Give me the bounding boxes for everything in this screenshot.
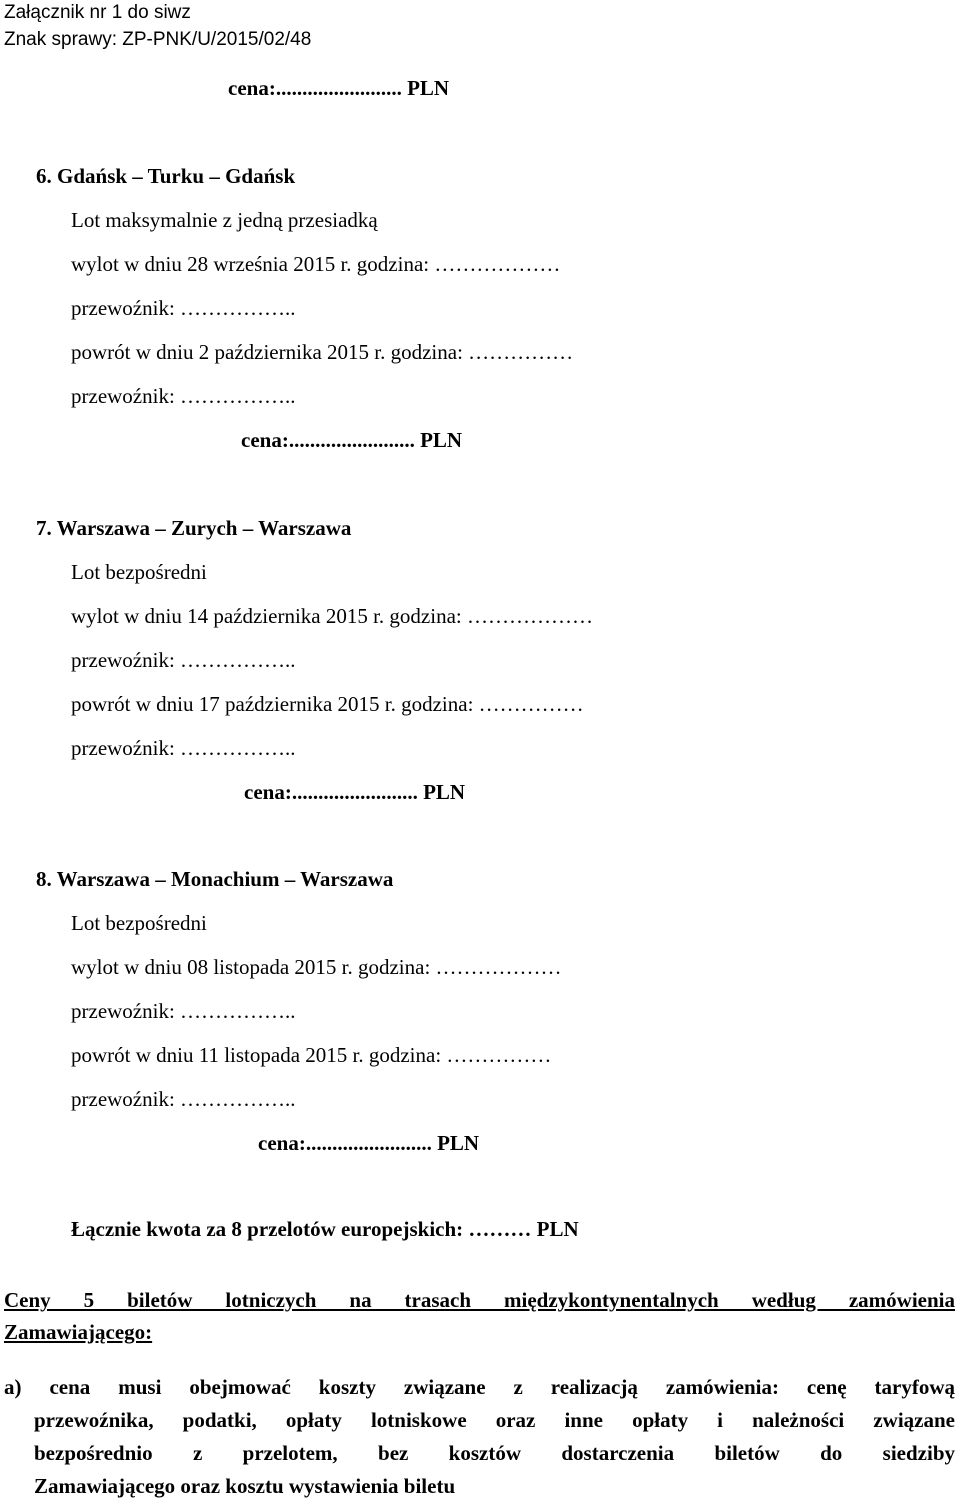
carrier-line: przewoźnik: …………….. xyxy=(71,1087,296,1111)
note-line: przewoźnika, podatki, opłaty lotniskowe oraz inne opłaty i należności związane xyxy=(34,1408,955,1432)
carrier-line: przewoźnik: …………….. xyxy=(71,999,296,1023)
note-line: a) cena musi obejmować koszty związane z realizacją zamówienia: cenę taryfową xyxy=(4,1375,955,1399)
route-title: 6. Gdańsk – Turku – Gdańsk xyxy=(36,164,296,188)
price-line: cena:........................ PLN xyxy=(241,428,463,452)
carrier-line: przewoźnik: …………….. xyxy=(71,736,296,760)
return-line: powrót w dniu 17 października 2015 r. godzina: …………… xyxy=(71,692,584,716)
intercontinental-heading xyxy=(4,1284,955,1348)
carrier-line: przewoźnik: …………….. xyxy=(71,648,296,672)
return-line: powrót w dniu 11 listopada 2015 r. godzina: …………… xyxy=(71,1043,552,1067)
price-line: cena:........................ PLN xyxy=(258,1131,480,1155)
flight-type: Lot maksymalnie z jedną przesiadką xyxy=(71,208,378,232)
price-line: cena:........................ PLN xyxy=(244,780,466,804)
note-line: bezpośrednio z przelotem, bez kosztów dostarczenia biletów do siedziby xyxy=(34,1441,955,1465)
price-requirements-note xyxy=(4,1371,955,1503)
attachment-title: Załącznik nr 1 do siwz xyxy=(4,2,191,23)
heading-line: Zamawiającego: xyxy=(4,1320,153,1344)
departure-line: wylot w dniu 14 października 2015 r. godzina: ……………… xyxy=(71,604,593,628)
return-line: powrót w dniu 2 października 2015 r. godzina: …………… xyxy=(71,340,574,364)
route-title: 8. Warszawa – Monachium – Warszawa xyxy=(36,867,394,891)
price-line: cena:........................ PLN xyxy=(228,76,450,100)
total-amount-line: Łącznie kwota za 8 przelotów europejskich: ……… PLN xyxy=(71,1217,579,1241)
case-reference: Znak sprawy: ZP-PNK/U/2015/02/48 xyxy=(4,29,312,50)
route-title: 7. Warszawa – Zurych – Warszawa xyxy=(36,516,352,540)
departure-line: wylot w dniu 28 września 2015 r. godzina: ……………… xyxy=(71,252,561,276)
departure-line: wylot w dniu 08 listopada 2015 r. godzina: ……………… xyxy=(71,955,562,979)
flight-type: Lot bezpośredni xyxy=(71,560,207,584)
flight-type: Lot bezpośredni xyxy=(71,911,207,935)
carrier-line: przewoźnik: …………….. xyxy=(71,384,296,408)
carrier-line: przewoźnik: …………….. xyxy=(71,296,296,320)
note-line: Zamawiającego oraz kosztu wystawienia biletu xyxy=(34,1474,456,1498)
heading-line: Ceny 5 biletów lotniczych na trasach międzykontynentalnych według zamówienia xyxy=(4,1288,955,1312)
